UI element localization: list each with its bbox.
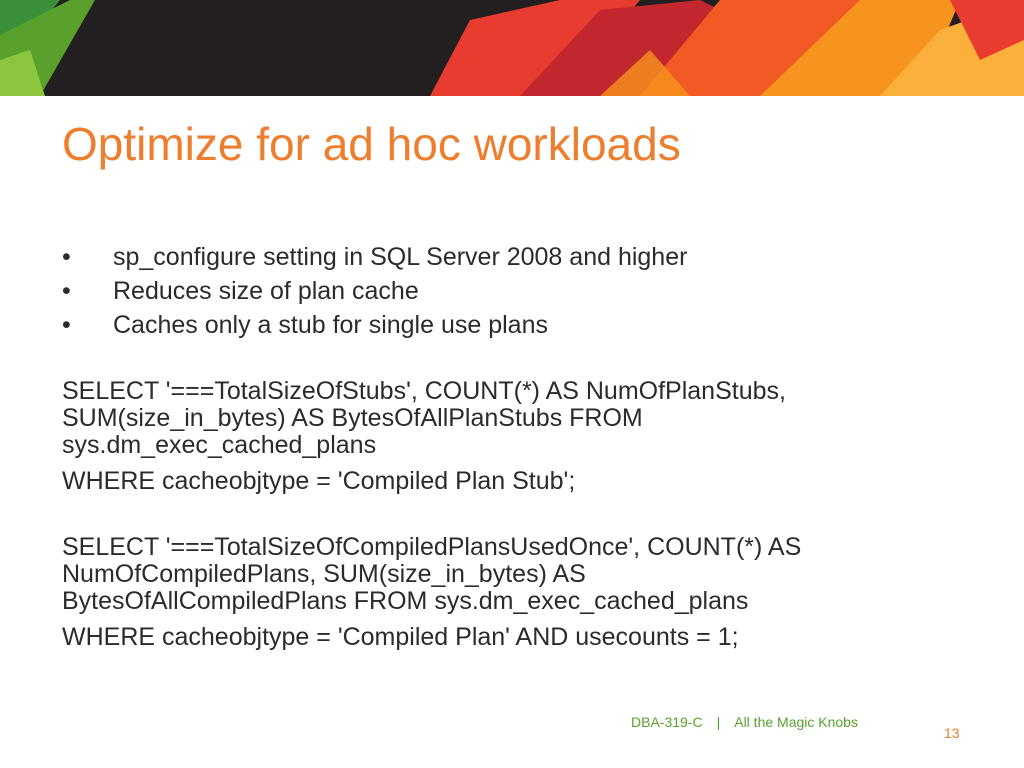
query-line: SELECT '===TotalSizeOfStubs', COUNT(*) AS NumOfPlanStubs, bbox=[62, 377, 786, 405]
query-line: BytesOfAllCompiledPlans FROM sys.dm_exec_cached_plans bbox=[62, 587, 749, 615]
bullet-dot: • bbox=[62, 311, 71, 339]
bullet-dot: • bbox=[62, 243, 71, 271]
bullet-text: Reduces size of plan cache bbox=[113, 277, 419, 305]
query-line: NumOfCompiledPlans, SUM(size_in_bytes) AS bbox=[62, 560, 586, 588]
query-where-clause: WHERE cacheobjtype = 'Compiled Plan' AND usecounts = 1; bbox=[62, 623, 739, 651]
query-line: SUM(size_in_bytes) AS BytesOfAllPlanStubs FROM bbox=[62, 404, 643, 432]
header-banner-graphic bbox=[0, 0, 1024, 96]
footer-session-code: DBA-319-C bbox=[631, 714, 703, 730]
sql-query-compiled-plans bbox=[62, 534, 962, 651]
query-line: SELECT '===TotalSizeOfCompiledPlansUsedOnce', COUNT(*) AS bbox=[62, 533, 802, 561]
sql-query-stubs bbox=[62, 378, 962, 495]
slide-title: Optimize for ad hoc workloads bbox=[62, 118, 681, 170]
page-number: 13 bbox=[944, 725, 960, 741]
query-select-statement bbox=[62, 378, 962, 459]
slide-footer bbox=[631, 714, 858, 730]
footer-separator: | bbox=[716, 714, 721, 730]
query-where-clause: WHERE cacheobjtype = 'Compiled Plan Stub'; bbox=[62, 467, 576, 495]
bullet-item bbox=[62, 308, 962, 342]
query-line: sys.dm_exec_cached_plans bbox=[62, 431, 377, 459]
footer-session-title: All the Magic Knobs bbox=[734, 714, 858, 730]
bullet-list bbox=[62, 240, 962, 342]
bullet-dot: • bbox=[62, 277, 71, 305]
bullet-text: Caches only a stub for single use plans bbox=[113, 311, 548, 339]
bullet-item bbox=[62, 240, 962, 274]
bullet-item bbox=[62, 274, 962, 308]
query-select-statement bbox=[62, 534, 962, 615]
bullet-text: sp_configure setting in SQL Server 2008 and higher bbox=[113, 243, 688, 271]
